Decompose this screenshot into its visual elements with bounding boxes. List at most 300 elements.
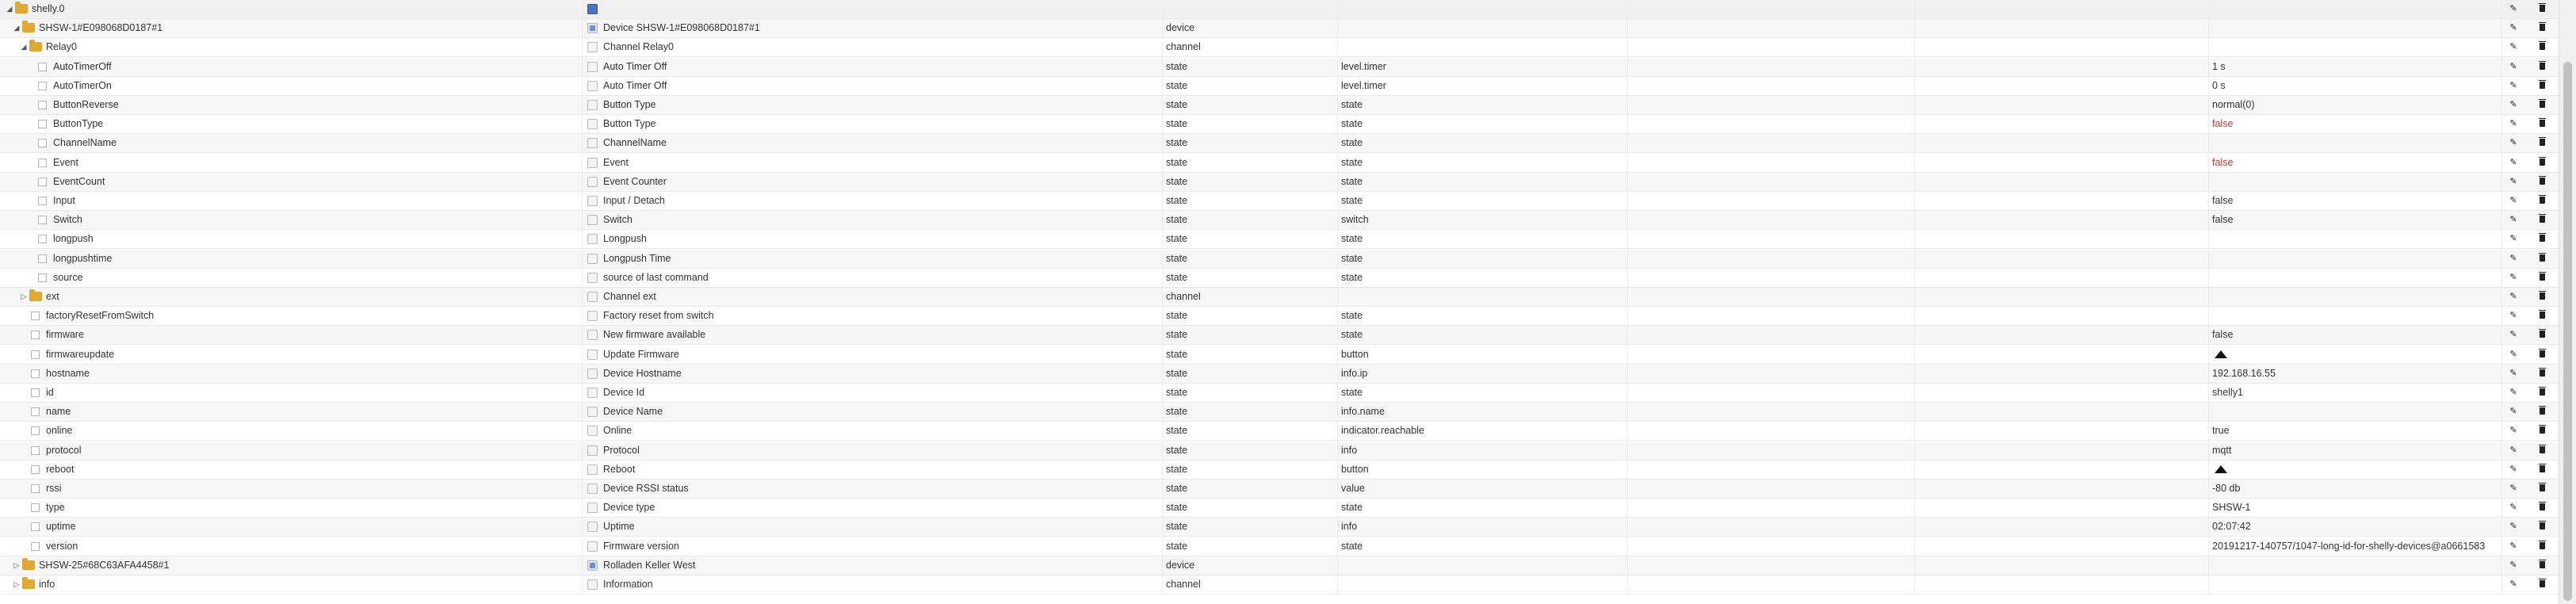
tree-row-autotimeron[interactable]: [0, 77, 2559, 96]
function-cell[interactable]: [1915, 518, 2209, 536]
object-name-label: Button Type: [603, 99, 656, 110]
tree-row-relay0[interactable]: [0, 38, 2559, 57]
state-value: false: [2212, 157, 2234, 168]
value-cell[interactable]: [2209, 211, 2502, 229]
trash-glyph: [2540, 216, 2545, 223]
trash-icon[interactable]: [2536, 233, 2548, 245]
value-cell[interactable]: [2209, 461, 2502, 479]
object-id-label: AutoTimerOn: [53, 80, 112, 91]
room-cell[interactable]: [1628, 556, 1915, 575]
function-cell[interactable]: [1915, 0, 2209, 18]
room-cell[interactable]: [1628, 38, 1915, 56]
value-cell[interactable]: [2209, 537, 2502, 556]
value-cell[interactable]: [2209, 422, 2502, 440]
pencil-icon[interactable]: ✎: [2509, 522, 2517, 531]
function-cell[interactable]: [1915, 134, 2209, 152]
room-cell[interactable]: [1628, 211, 1915, 229]
caret-collapsed-icon[interactable]: ▷: [13, 580, 20, 588]
function-cell[interactable]: [1915, 365, 2209, 383]
object-name-label: Device RSSI status: [603, 483, 689, 494]
name-cell: [583, 96, 1163, 114]
trash-icon[interactable]: [2536, 425, 2548, 437]
pencil-icon[interactable]: ✎: [2509, 407, 2517, 416]
state-icon: [38, 139, 47, 147]
tree-row-firmwareupdate[interactable]: [0, 346, 2559, 365]
room-cell[interactable]: [1628, 19, 1915, 37]
tree-row-switch[interactable]: [0, 211, 2559, 230]
pencil-icon[interactable]: ✎: [2509, 177, 2517, 186]
tree-row-reboot[interactable]: [0, 461, 2559, 480]
object-type-label: state: [1166, 483, 1188, 494]
value-cell[interactable]: [2209, 518, 2502, 536]
room-cell[interactable]: [1628, 154, 1915, 172]
room-cell[interactable]: [1628, 269, 1915, 287]
trash-icon[interactable]: [2536, 445, 2548, 457]
role-cell: [1338, 384, 1628, 402]
eject-triangle-icon[interactable]: [2215, 350, 2227, 358]
object-icon: [587, 158, 598, 168]
object-role-label: state: [1341, 233, 1363, 244]
value-cell[interactable]: [2209, 134, 2502, 152]
tree-row-channelname[interactable]: [0, 134, 2559, 153]
function-cell[interactable]: [1915, 154, 2209, 172]
actions-cell: [2502, 575, 2559, 594]
trash-icon[interactable]: [2536, 387, 2548, 399]
pencil-icon[interactable]: ✎: [2509, 100, 2517, 109]
function-cell[interactable]: [1915, 269, 2209, 287]
pencil-icon[interactable]: ✎: [2509, 234, 2517, 243]
value-cell[interactable]: [2209, 173, 2502, 191]
actions-cell: [2502, 269, 2559, 287]
eject-triangle-icon[interactable]: [2215, 465, 2227, 473]
name-cell: [583, 77, 1163, 95]
object-role-label: button: [1341, 464, 1369, 475]
trash-glyph: [2540, 426, 2545, 434]
state-value: 02:07:42: [2212, 521, 2251, 532]
room-cell[interactable]: [1628, 230, 1915, 248]
trash-icon[interactable]: [2536, 3, 2548, 15]
trash-icon[interactable]: [2536, 541, 2548, 552]
pencil-icon[interactable]: ✎: [2509, 426, 2517, 435]
pencil-icon[interactable]: ✎: [2509, 369, 2517, 378]
id-cell: [0, 326, 583, 344]
room-cell[interactable]: [1628, 518, 1915, 536]
function-cell[interactable]: [1915, 115, 2209, 133]
function-cell[interactable]: [1915, 575, 2209, 594]
object-type-label: state: [1166, 80, 1188, 91]
trash-glyph: [2540, 254, 2545, 262]
value-cell[interactable]: [2209, 154, 2502, 172]
value-cell[interactable]: [2209, 480, 2502, 498]
function-cell[interactable]: [1915, 230, 2209, 248]
value-cell: [2209, 19, 2502, 37]
tree-row-uptime[interactable]: [0, 518, 2559, 537]
function-cell[interactable]: [1915, 211, 2209, 229]
trash-icon[interactable]: [2536, 80, 2548, 92]
object-type-label: state: [1166, 272, 1188, 283]
trash-icon[interactable]: [2536, 502, 2548, 514]
object-name-label: New firmware available: [603, 329, 706, 340]
function-cell[interactable]: [1915, 307, 2209, 325]
pencil-icon[interactable]: ✎: [2509, 138, 2517, 147]
room-cell[interactable]: [1628, 365, 1915, 383]
role-cell: [1338, 461, 1628, 479]
object-role-label: state: [1341, 253, 1363, 264]
object-id-label: ButtonType: [53, 118, 104, 129]
role-cell: [1338, 154, 1628, 172]
pencil-icon[interactable]: ✎: [2509, 254, 2517, 263]
trash-icon[interactable]: [2536, 22, 2548, 34]
function-cell[interactable]: [1915, 461, 2209, 479]
vertical-scrollbar[interactable]: [2559, 0, 2576, 604]
object-name-label: Device SHSW-1#E098068D0187#1: [603, 22, 760, 33]
tree-row-factoryresetfromswitch[interactable]: [0, 307, 2559, 326]
room-cell[interactable]: [1628, 134, 1915, 152]
caret-expanded-icon[interactable]: ◢: [6, 5, 13, 13]
room-cell[interactable]: [1628, 461, 1915, 479]
value-cell[interactable]: [2209, 403, 2502, 421]
state-icon: [31, 426, 40, 435]
pencil-icon[interactable]: ✎: [2509, 273, 2517, 282]
object-icon: [587, 292, 598, 302]
tree-row-protocol[interactable]: [0, 442, 2559, 461]
tree-row-buttonreverse[interactable]: [0, 96, 2559, 115]
room-cell[interactable]: [1628, 575, 1915, 594]
tree-row-online[interactable]: [0, 422, 2559, 441]
trash-icon[interactable]: [2536, 61, 2548, 73]
trash-icon[interactable]: [2536, 137, 2548, 149]
room-cell[interactable]: [1628, 115, 1915, 133]
tree-row-autotimeroff[interactable]: [0, 58, 2559, 77]
state-value: 192.168.16.55: [2212, 368, 2276, 379]
pencil-icon[interactable]: ✎: [2509, 119, 2517, 128]
function-cell[interactable]: [1915, 288, 2209, 306]
caret-expanded-icon[interactable]: ◢: [21, 43, 27, 51]
scrollbar-thumb[interactable]: [2563, 62, 2572, 601]
object-id-label: ext: [46, 291, 59, 302]
function-cell[interactable]: [1915, 192, 2209, 210]
id-cell: [0, 173, 583, 191]
object-name-label: Channel Relay0: [603, 41, 674, 52]
trash-glyph: [2540, 5, 2545, 12]
object-icon: [587, 273, 598, 283]
function-cell[interactable]: [1915, 537, 2209, 556]
object-type-label: state: [1166, 310, 1188, 321]
type-cell: [1163, 384, 1338, 402]
type-cell: [1163, 403, 1338, 421]
role-cell: [1338, 250, 1628, 268]
role-cell: [1338, 442, 1628, 460]
object-type-label: state: [1166, 445, 1188, 456]
object-id-label: info: [39, 579, 55, 590]
pencil-icon[interactable]: ✎: [2509, 42, 2517, 52]
room-cell[interactable]: [1628, 384, 1915, 402]
room-cell[interactable]: [1628, 77, 1915, 95]
state-value: 20191217-140757/1047-long-id-for-shelly-devices@a0661583: [2212, 541, 2486, 552]
pencil-icon[interactable]: ✎: [2509, 503, 2517, 512]
id-cell: [0, 211, 583, 229]
room-cell[interactable]: [1628, 173, 1915, 191]
id-cell: [0, 38, 583, 56]
value-cell[interactable]: [2209, 96, 2502, 114]
trash-icon[interactable]: [2536, 118, 2548, 130]
function-cell[interactable]: [1915, 173, 2209, 191]
object-type-label: state: [1166, 425, 1188, 436]
room-cell[interactable]: [1628, 422, 1915, 440]
value-cell[interactable]: [2209, 250, 2502, 268]
value-cell: [2209, 38, 2502, 56]
pencil-icon[interactable]: ✎: [2509, 158, 2517, 167]
pencil-icon[interactable]: ✎: [2509, 215, 2517, 224]
value-cell[interactable]: [2209, 192, 2502, 210]
room-cell[interactable]: [1628, 403, 1915, 421]
trash-icon[interactable]: [2536, 329, 2548, 341]
value-cell[interactable]: [2209, 499, 2502, 517]
trash-icon[interactable]: [2536, 521, 2548, 533]
room-cell[interactable]: [1628, 0, 1915, 18]
function-cell[interactable]: [1915, 403, 2209, 421]
pencil-icon[interactable]: ✎: [2509, 388, 2517, 397]
name-cell: [583, 211, 1163, 229]
id-cell: [0, 58, 583, 76]
caret-collapsed-icon[interactable]: ▷: [21, 292, 27, 300]
caret-collapsed-icon[interactable]: ▷: [13, 561, 20, 569]
role-cell: [1338, 326, 1628, 344]
object-id-label: id: [46, 387, 54, 398]
id-cell: [0, 499, 583, 517]
function-cell[interactable]: [1915, 556, 2209, 575]
room-cell[interactable]: [1628, 346, 1915, 364]
trash-icon[interactable]: [2536, 560, 2548, 572]
tree-row-version[interactable]: [0, 537, 2559, 556]
trash-icon[interactable]: [2536, 464, 2548, 476]
object-id-label: type: [46, 502, 65, 513]
pencil-icon[interactable]: ✎: [2509, 62, 2517, 71]
role-cell: [1338, 288, 1628, 306]
actions-cell: [2502, 537, 2559, 556]
state-icon: [31, 446, 40, 455]
tree-row-name[interactable]: [0, 403, 2559, 422]
value-cell[interactable]: [2209, 326, 2502, 344]
function-cell[interactable]: [1915, 96, 2209, 114]
function-cell[interactable]: [1915, 58, 2209, 76]
tree-row-info[interactable]: [0, 575, 2559, 594]
tree-row-input[interactable]: [0, 192, 2559, 211]
room-cell[interactable]: [1628, 480, 1915, 498]
tree-row-type[interactable]: [0, 499, 2559, 518]
actions-cell: [2502, 192, 2559, 210]
object-type-label: state: [1166, 521, 1188, 532]
name-cell: [583, 58, 1163, 76]
room-cell[interactable]: [1628, 326, 1915, 344]
value-cell[interactable]: [2209, 58, 2502, 76]
value-cell: [2209, 0, 2502, 18]
tree-row-id[interactable]: [0, 384, 2559, 403]
id-cell: [0, 288, 583, 306]
actions-cell: [2502, 346, 2559, 364]
room-cell[interactable]: [1628, 499, 1915, 517]
trash-glyph: [2540, 580, 2545, 587]
function-cell[interactable]: [1915, 499, 2209, 517]
trash-icon[interactable]: [2536, 483, 2548, 495]
value-cell[interactable]: [2209, 230, 2502, 248]
function-cell[interactable]: [1915, 384, 2209, 402]
pencil-icon[interactable]: ✎: [2509, 579, 2517, 589]
role-cell: [1338, 77, 1628, 95]
room-cell[interactable]: [1628, 58, 1915, 76]
object-id-label: protocol: [46, 445, 82, 456]
room-cell[interactable]: [1628, 288, 1915, 306]
tree-row-shsw-1-e098068d0187-1[interactable]: [0, 19, 2559, 38]
trash-icon[interactable]: [2536, 99, 2548, 111]
object-name-label: Rolladen Keller West: [603, 560, 696, 571]
trash-glyph: [2540, 522, 2545, 529]
object-id-label: hostname: [46, 368, 90, 379]
trash-icon[interactable]: [2536, 195, 2548, 207]
trash-icon[interactable]: [2536, 176, 2548, 188]
id-cell: [0, 307, 583, 325]
state-icon: [38, 178, 47, 186]
function-cell[interactable]: [1915, 326, 2209, 344]
function-cell[interactable]: [1915, 480, 2209, 498]
room-cell[interactable]: [1628, 307, 1915, 325]
pencil-icon[interactable]: ✎: [2509, 23, 2517, 32]
tree-row-longpushtime[interactable]: [0, 250, 2559, 269]
pencil-icon[interactable]: ✎: [2509, 560, 2517, 570]
room-cell[interactable]: [1628, 250, 1915, 268]
value-cell[interactable]: [2209, 77, 2502, 95]
value-cell[interactable]: [2209, 307, 2502, 325]
value-cell[interactable]: [2209, 346, 2502, 364]
pencil-icon[interactable]: ✎: [2509, 196, 2517, 205]
function-cell[interactable]: [1915, 19, 2209, 37]
type-cell: [1163, 422, 1338, 440]
name-cell: [583, 288, 1163, 306]
state-icon: [31, 522, 40, 531]
id-cell: [0, 96, 583, 114]
tree-row-eventcount[interactable]: [0, 173, 2559, 192]
object-id-label: ButtonReverse: [53, 99, 119, 110]
object-id-label: firmware: [46, 329, 84, 340]
pencil-icon[interactable]: ✎: [2509, 541, 2517, 551]
trash-icon[interactable]: [2536, 291, 2548, 303]
pencil-icon[interactable]: ✎: [2509, 311, 2517, 320]
object-role-label: switch: [1341, 214, 1369, 225]
tree-row-firmware[interactable]: [0, 326, 2559, 345]
object-icon: [587, 407, 598, 417]
object-type-label: channel: [1166, 579, 1201, 590]
room-cell[interactable]: [1628, 442, 1915, 460]
value-cell[interactable]: [2209, 115, 2502, 133]
role-cell: [1338, 575, 1628, 594]
trash-icon[interactable]: [2536, 349, 2548, 361]
trash-icon[interactable]: [2536, 157, 2548, 169]
object-icon: [587, 426, 598, 436]
object-type-label: state: [1166, 61, 1188, 72]
pencil-icon[interactable]: ✎: [2509, 81, 2517, 90]
type-cell: [1163, 38, 1338, 56]
actions-cell: [2502, 0, 2559, 18]
object-icon: [587, 445, 598, 456]
object-name-label: Information: [603, 579, 653, 590]
state-icon: [38, 216, 47, 224]
tree-row-source[interactable]: [0, 269, 2559, 288]
function-cell[interactable]: [1915, 346, 2209, 364]
pencil-icon[interactable]: ✎: [2509, 464, 2517, 474]
pencil-icon[interactable]: ✎: [2509, 350, 2517, 359]
value-cell[interactable]: [2209, 365, 2502, 383]
actions-cell: [2502, 134, 2559, 152]
function-cell[interactable]: [1915, 442, 2209, 460]
object-type-label: device: [1166, 22, 1195, 33]
tree-row-shsw-25-68c63afa4458-1[interactable]: [0, 556, 2559, 575]
trash-icon[interactable]: [2536, 272, 2548, 284]
tree-row-event[interactable]: [0, 154, 2559, 173]
tree-row-rssi[interactable]: [0, 480, 2559, 499]
pencil-icon[interactable]: ✎: [2509, 330, 2517, 339]
trash-icon[interactable]: [2536, 253, 2548, 265]
tree-row-longpush[interactable]: [0, 230, 2559, 249]
id-cell: [0, 422, 583, 440]
object-name-label: Device type: [603, 502, 655, 513]
pencil-icon[interactable]: ✎: [2509, 4, 2517, 13]
trash-icon[interactable]: [2536, 310, 2548, 322]
trash-icon[interactable]: [2536, 579, 2548, 591]
object-id-label: Input: [53, 195, 75, 206]
value-cell: [2209, 575, 2502, 594]
room-cell[interactable]: [1628, 192, 1915, 210]
object-id-label: ChannelName: [53, 137, 117, 148]
trash-icon[interactable]: [2536, 406, 2548, 418]
trash-icon[interactable]: [2536, 214, 2548, 226]
room-cell[interactable]: [1628, 537, 1915, 556]
value-cell[interactable]: [2209, 269, 2502, 287]
pencil-icon[interactable]: ✎: [2509, 445, 2517, 455]
trash-glyph: [2540, 178, 2545, 185]
type-cell: [1163, 461, 1338, 479]
object-name-label: Button Type: [603, 118, 656, 129]
object-role-label: state: [1341, 272, 1363, 283]
function-cell[interactable]: [1915, 422, 2209, 440]
object-icon: [587, 100, 598, 110]
function-cell[interactable]: [1915, 38, 2209, 56]
room-cell[interactable]: [1628, 96, 1915, 114]
function-cell[interactable]: [1915, 77, 2209, 95]
tree-row-buttontype[interactable]: [0, 115, 2559, 134]
trash-icon[interactable]: [2536, 41, 2548, 53]
value-cell[interactable]: [2209, 442, 2502, 460]
object-role-label: level.timer: [1341, 80, 1386, 91]
trash-icon[interactable]: [2536, 368, 2548, 380]
object-name-label: Reboot: [603, 464, 636, 475]
tree-row-ext[interactable]: [0, 288, 2559, 307]
object-name-label: Longpush Time: [603, 253, 671, 264]
value-cell: [2209, 288, 2502, 306]
actions-cell: [2502, 384, 2559, 402]
tree-row-hostname[interactable]: [0, 365, 2559, 384]
state-icon: [38, 254, 47, 263]
function-cell[interactable]: [1915, 250, 2209, 268]
tree-row-shelly-0[interactable]: [0, 0, 2559, 19]
object-name-label: Uptime: [603, 521, 635, 532]
type-cell: [1163, 58, 1338, 76]
object-role-label: state: [1341, 99, 1363, 110]
pencil-icon[interactable]: ✎: [2509, 292, 2517, 301]
state-icon: [31, 407, 40, 416]
caret-expanded-icon[interactable]: ◢: [13, 24, 20, 32]
pencil-icon[interactable]: ✎: [2509, 484, 2517, 493]
value-cell[interactable]: [2209, 384, 2502, 402]
